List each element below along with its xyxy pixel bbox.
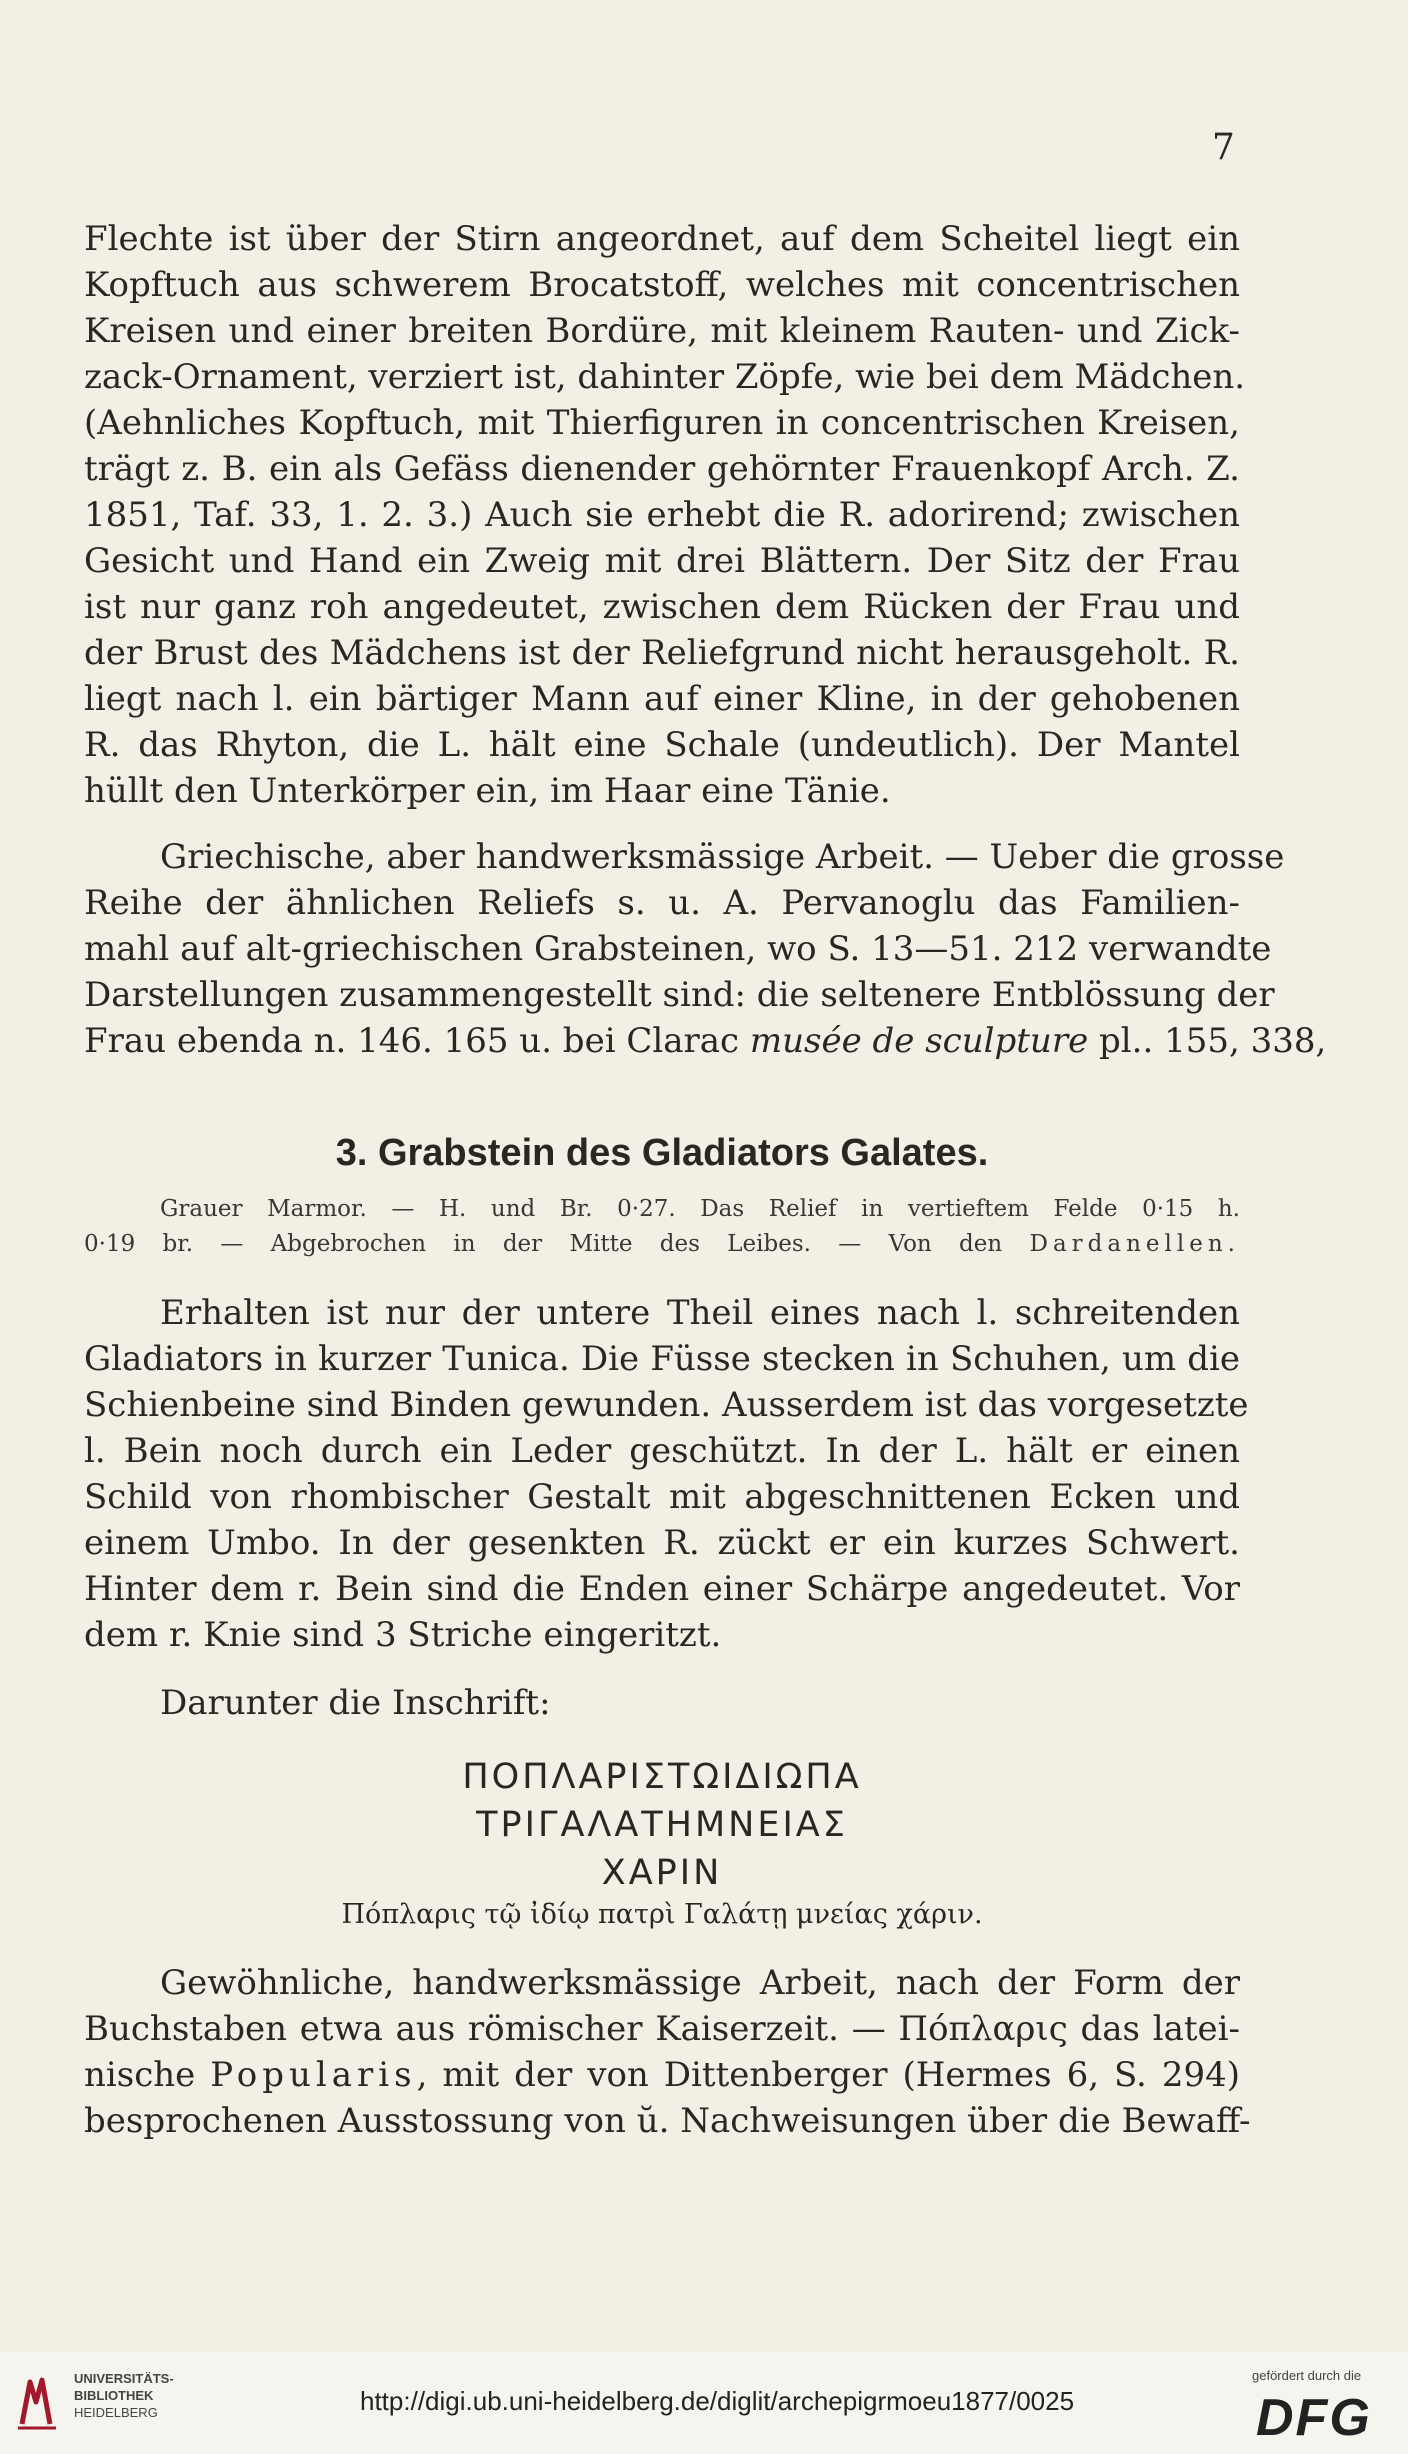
- text-line: zack-Ornament, verziert ist, dahinter Zöpfe, wie bei dem Mädchen.: [84, 357, 1246, 397]
- inscription-line-1: ΠΟΠΛΑΡΙΣΤΩΙΔΙΩΠΑ: [462, 1757, 862, 1797]
- source-url-link[interactable]: http://digi.ub.uni-heidelberg.de/diglit/archepigrmoeu1877/0025: [360, 2386, 1075, 2416]
- library-name: [74, 2370, 174, 2421]
- text-line: R. das Rhyton, die L. hält eine Schale (undeutlich). Der Mantel: [84, 725, 1240, 765]
- text-fragment: 0·19 br. — Abgebrochen in der Mitte des Leibes. — Von den: [84, 1231, 1030, 1257]
- text-line: ist nur ganz roh angedeutet, zwischen dem Rücken der Frau und: [84, 587, 1240, 627]
- text-line: liegt nach l. ein bärtiger Mann auf einer Kline, in der gehobenen: [84, 679, 1240, 719]
- text-line: einem Umbo. In der gesenkten R. zückt er ein kurzes Schwert.: [84, 1523, 1240, 1563]
- paragraph-2: [84, 834, 1327, 1064]
- text-line: besprochenen Ausstossung von ŭ. Nachweisungen über die Bewaff-: [84, 2101, 1251, 2141]
- text-line: 1851, Taf. 33, 1. 2. 3.) Auch sie erhebt die R. adorirend; zwischen: [84, 495, 1240, 535]
- inscription-line-3: ΧΑΡΙΝ: [601, 1853, 723, 1893]
- text-line: dem r. Knie sind 3 Striche eingeritzt.: [84, 1615, 722, 1655]
- text-line: Schild von rhombischer Gestalt mit abgeschnittenen Ecken und: [84, 1477, 1240, 1517]
- text-line: trägt z. B. ein als Gefäss dienender gehörnter Frauenkopf Arch. Z.: [84, 449, 1240, 489]
- library-name-line: BIBLIOTHEK: [74, 2388, 154, 2403]
- text-line: Hinter dem r. Bein sind die Enden einer Schärpe angedeutet. Vor: [84, 1569, 1240, 1609]
- text-fragment: , mit der von Dittenberger (Hermes 6, S. 294): [416, 2055, 1240, 2095]
- object-description: [84, 1192, 1240, 1262]
- text-line: [84, 1018, 1327, 1064]
- text-line: Kreisen und einer breiten Bordüre, mit kleinem Rauten- und Zick-: [84, 311, 1240, 351]
- description-line: Grauer Marmor. — H. und Br. 0·27. Das Relief in vertieftem Felde 0·15 h.: [160, 1196, 1240, 1222]
- text-line: Gewöhnliche, handwerksmässige Arbeit, nach der Form der: [160, 1963, 1240, 2003]
- text-line: (Aehnliches Kopftuch, mit Thierfiguren in concentrischen Kreisen,: [84, 403, 1240, 443]
- section-heading: 3. Grabstein des Gladiators Galates.: [335, 1132, 989, 1174]
- university-library-logo-icon: [14, 2372, 60, 2432]
- spaced-word: Popularis: [210, 2055, 417, 2095]
- text-line: [84, 2052, 1240, 2098]
- text-line: Darstellungen zusammengestellt sind: die seltenere Entblössung der: [84, 975, 1275, 1015]
- text-line: Flechte ist über der Stirn angeordnet, auf dem Scheitel liegt ein: [84, 219, 1240, 259]
- text-line: hüllt den Unterkörper ein, im Haar eine Tänie.: [84, 771, 891, 811]
- text-line: mahl auf alt-griechischen Grabsteinen, wo S. 13—51. 212 verwandte: [84, 929, 1272, 969]
- text-line: Reihe der ähnlichen Reliefs s. u. A. Pervanoglu das Familien-: [84, 883, 1240, 923]
- library-name-line: UNIVERSITÄTS-: [74, 2371, 174, 2386]
- library-name-line: HEIDELBERG: [74, 2405, 158, 2420]
- inscription-intro: Darunter die Inschrift:: [160, 1683, 551, 1723]
- text-line: l. Bein noch durch ein Leder geschützt. In der L. hält er einen: [84, 1431, 1240, 1471]
- paragraph-1: [84, 216, 1246, 814]
- footer-bar: [0, 2352, 1408, 2454]
- text-line: Kopftuch aus schwerem Brocatstoff, welches mit concentrischen: [84, 265, 1240, 305]
- text-line: Buchstaben etwa aus römischer Kaiserzeit. — Πόπλαρις das latei-: [84, 2009, 1240, 2049]
- sponsor-label: gefördert durch die: [1252, 2368, 1362, 2383]
- place-name: Dardanellen.: [1029, 1231, 1240, 1257]
- inscription-transcription: Πόπλαρις τῷ ἰδίῳ πατρὶ Γαλάτῃ μνείας χάριν.: [341, 1899, 983, 1930]
- text-line: Griechische, aber handwerksmässige Arbeit. — Ueber die grosse: [160, 837, 1285, 877]
- text-line: Schienbeine sind Binden gewunden. Ausserdem ist das vorgesetzte: [84, 1385, 1249, 1425]
- text-line: der Brust des Mädchens ist der Reliefgrund nicht herausgeholt. R.: [84, 633, 1240, 673]
- page-number: 7: [1212, 127, 1235, 168]
- text-fragment: Frau ebenda n. 146. 165 u. bei Clarac: [84, 1021, 750, 1061]
- inscription-line-2: ΤΡΙΓΑΛΑΤΗΜΝΕΙΑΣ: [476, 1805, 848, 1845]
- text-line: Erhalten ist nur der untere Theil eines nach l. schreitenden: [160, 1293, 1240, 1333]
- paragraph-4: [84, 1960, 1251, 2144]
- text-line: Gesicht und Hand ein Zweig mit drei Blättern. Der Sitz der Frau: [84, 541, 1240, 581]
- dfg-logo: DFG: [1256, 2389, 1372, 2447]
- paragraph-3: [84, 1290, 1249, 1658]
- description-line: [84, 1227, 1240, 1262]
- text-line: Gladiators in kurzer Tunica. Die Füsse stecken in Schuhen, um die: [84, 1339, 1240, 1379]
- italic-title: musée de sculpture: [749, 1021, 1089, 1061]
- text-fragment: pl.. 155, 338,: [1088, 1021, 1327, 1061]
- text-fragment: nische: [84, 2055, 211, 2095]
